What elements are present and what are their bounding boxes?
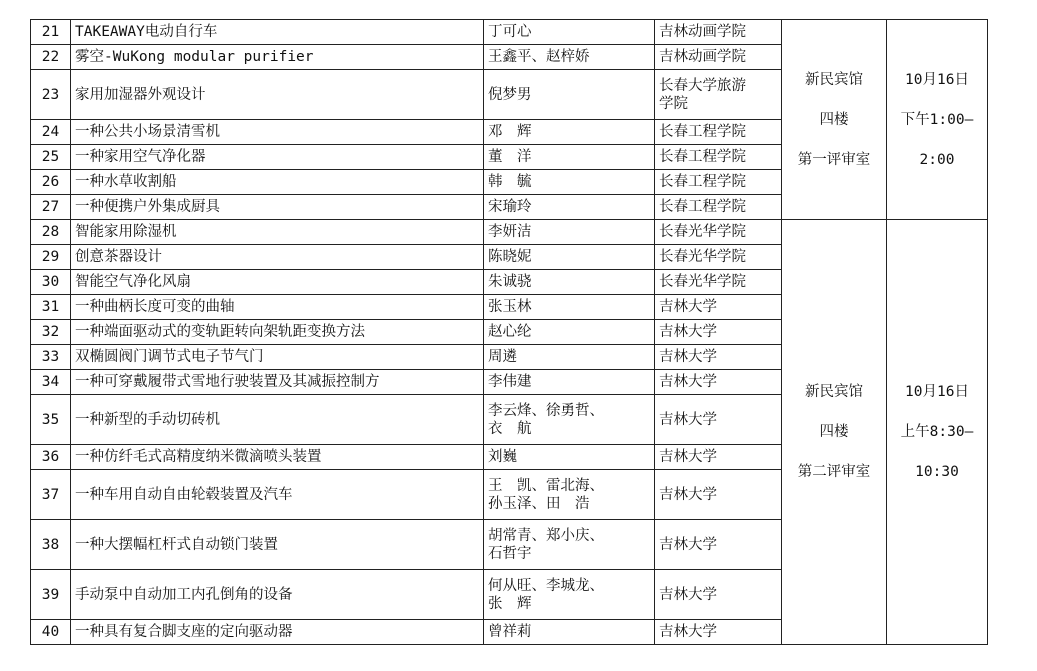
row-number: 35 [31, 395, 71, 445]
row-number: 39 [31, 570, 71, 620]
school-name: 吉林大学 [655, 320, 782, 345]
school-name: 吉林大学 [655, 445, 782, 470]
participant-names: 李伟建 [484, 370, 655, 395]
project-title: 一种端面驱动式的变轨距转向架轨距变换方法 [71, 320, 484, 345]
school-name: 吉林动画学院 [655, 20, 782, 45]
participant-names: 丁可心 [484, 20, 655, 45]
table-row [31, 20, 988, 45]
time-line: 10:30 [915, 464, 959, 480]
school-name: 长春光华学院 [655, 245, 782, 270]
school-name: 吉林大学 [655, 470, 782, 520]
school-name: 吉林大学 [655, 570, 782, 620]
row-number: 21 [31, 20, 71, 45]
school-name: 长春工程学院 [655, 145, 782, 170]
project-title: 一种便携户外集成厨具 [71, 195, 484, 220]
school-name: 长春工程学院 [655, 195, 782, 220]
participant-names: 董 洋 [484, 145, 655, 170]
venue-line: 四楼 [819, 424, 849, 440]
project-title: 创意茶器设计 [71, 245, 484, 270]
school-name: 吉林大学 [655, 620, 782, 645]
school-name: 长春光华学院 [655, 220, 782, 245]
row-number: 32 [31, 320, 71, 345]
schedule-table [30, 19, 988, 645]
project-title: 一种车用自动自由轮毂装置及汽车 [71, 470, 484, 520]
row-number: 29 [31, 245, 71, 270]
school-name: 长春工程学院 [655, 120, 782, 145]
participant-names: 朱诚骁 [484, 270, 655, 295]
participant-names: 宋瑜玲 [484, 195, 655, 220]
participant-names: 李云烽、徐勇哲、 衣 航 [484, 395, 655, 445]
row-number: 26 [31, 170, 71, 195]
school-name: 吉林大学 [655, 295, 782, 320]
table-row [31, 220, 988, 245]
row-number: 28 [31, 220, 71, 245]
time-cell [887, 20, 988, 220]
project-title: 一种家用空气净化器 [71, 145, 484, 170]
project-title: 一种大摆幅杠杆式自动锁门装置 [71, 520, 484, 570]
row-number: 33 [31, 345, 71, 370]
school-name: 长春工程学院 [655, 170, 782, 195]
schedule-sheet [30, 19, 988, 645]
project-title: 智能家用除湿机 [71, 220, 484, 245]
participant-names: 刘巍 [484, 445, 655, 470]
row-number: 40 [31, 620, 71, 645]
project-title: 一种新型的手动切砖机 [71, 395, 484, 445]
project-title: TAKEAWAY电动自行车 [71, 20, 484, 45]
participant-names: 邓 辉 [484, 120, 655, 145]
school-name: 吉林大学 [655, 395, 782, 445]
row-number: 36 [31, 445, 71, 470]
row-number: 27 [31, 195, 71, 220]
project-title: 双椭圆阀门调节式电子节气门 [71, 345, 484, 370]
row-number: 23 [31, 70, 71, 120]
time-line: 10月16日 [905, 384, 969, 400]
row-number: 30 [31, 270, 71, 295]
project-title: 一种水草收割船 [71, 170, 484, 195]
row-number: 34 [31, 370, 71, 395]
row-number: 31 [31, 295, 71, 320]
participant-names: 倪梦男 [484, 70, 655, 120]
participant-names: 王 凯、雷北海、 孙玉泽、田 浩 [484, 470, 655, 520]
school-name: 长春光华学院 [655, 270, 782, 295]
row-number: 22 [31, 45, 71, 70]
participant-names: 韩 毓 [484, 170, 655, 195]
time-line: 上午8:30— [900, 424, 974, 440]
school-name: 长春大学旅游 学院 [655, 70, 782, 120]
project-title: 家用加湿器外观设计 [71, 70, 484, 120]
project-title: 一种仿纤毛式高精度纳米微滴喷头装置 [71, 445, 484, 470]
venue-line: 四楼 [819, 111, 849, 128]
school-name: 吉林大学 [655, 345, 782, 370]
venue-line: 第一评审室 [797, 151, 871, 168]
school-name: 吉林动画学院 [655, 45, 782, 70]
venue-cell [782, 20, 887, 220]
project-title: 智能空气净化风扇 [71, 270, 484, 295]
participant-names: 张玉林 [484, 295, 655, 320]
project-title: 一种具有复合脚支座的定向驱动器 [71, 620, 484, 645]
row-number: 25 [31, 145, 71, 170]
participant-names: 李妍洁 [484, 220, 655, 245]
participant-names: 曾祥莉 [484, 620, 655, 645]
project-title: 一种公共小场景清雪机 [71, 120, 484, 145]
row-number: 37 [31, 470, 71, 520]
time-cell [887, 220, 988, 645]
time-line: 2:00 [919, 151, 955, 168]
time-line: 10月16日 [905, 71, 969, 88]
participant-names: 何从旺、李城龙、 张 辉 [484, 570, 655, 620]
row-number: 38 [31, 520, 71, 570]
project-title: 雾空-WuKong modular purifier [71, 45, 484, 70]
project-title: 一种可穿戴履带式雪地行驶装置及其减振控制方 [71, 370, 484, 395]
time-line: 下午1:00— [900, 111, 974, 128]
venue-line: 新民宾馆 [805, 384, 863, 400]
project-title: 一种曲柄长度可变的曲轴 [71, 295, 484, 320]
participant-names: 陈晓妮 [484, 245, 655, 270]
row-number: 24 [31, 120, 71, 145]
participant-names: 胡常青、郑小庆、 石哲宇 [484, 520, 655, 570]
venue-line: 第二评审室 [797, 464, 871, 480]
venue-cell [782, 220, 887, 645]
project-title: 手动泵中自动加工内孔倒角的设备 [71, 570, 484, 620]
participant-names: 王鑫平、赵梓娇 [484, 45, 655, 70]
school-name: 吉林大学 [655, 520, 782, 570]
participant-names: 赵心纶 [484, 320, 655, 345]
participant-names: 周遴 [484, 345, 655, 370]
school-name: 吉林大学 [655, 370, 782, 395]
venue-line: 新民宾馆 [805, 71, 863, 88]
